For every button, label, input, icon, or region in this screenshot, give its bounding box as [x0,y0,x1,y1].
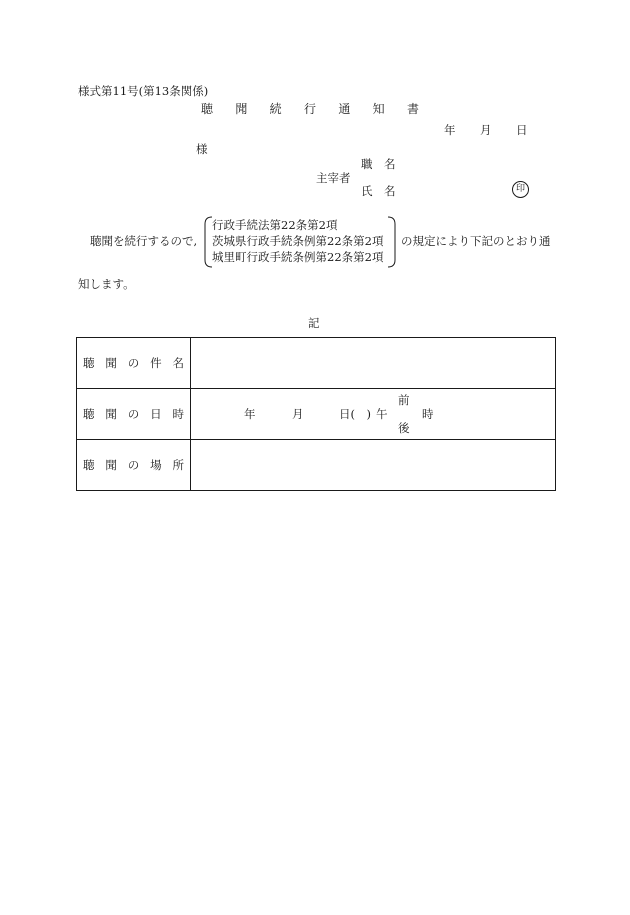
label-char: 名 [172,356,184,370]
addressee-suffix: 様 [196,142,208,156]
body-tail-line1: の規定により下記のとおり通 [401,234,551,248]
date-day: 日 [516,123,528,137]
row-label [77,440,191,491]
title-char: 聞 [235,102,248,116]
label-char: 時 [172,407,184,421]
row-label [77,389,191,440]
title-char: 通 [338,102,351,116]
organizer-role: 主宰者 [316,171,351,185]
dt-month: 月 [292,407,304,421]
title-char: 聴 [201,102,214,116]
subject-value-cell[interactable] [191,338,556,389]
ki-heading: 記 [308,316,320,330]
title-char: 続 [269,102,282,116]
dt-hour: 時 [422,407,434,421]
law-item: 茨城県行政手続条例第22条第2項 [212,234,384,248]
law-item: 行政手続法第22条第2項 [212,218,338,232]
date-month: 月 [480,123,492,137]
label-char: 所 [172,458,184,472]
form-number: 様式第11号(第13条関係) [78,84,209,98]
title-char: 知 [372,102,385,116]
body-lead: 聴聞を続行するので, [90,234,198,248]
label-char: 聞 [105,458,117,472]
dt-noon: 午 [376,407,388,421]
label-char: 件 [150,356,162,370]
row-label [77,338,191,389]
label-char: 場 [150,458,162,472]
detail-table [76,337,556,491]
location-value-cell[interactable] [191,440,556,491]
label-char: 聴 [83,407,95,421]
dt-year: 年 [244,407,256,421]
label-char: の [127,356,140,370]
datetime-value-cell[interactable] [191,389,556,440]
body-tail-line2: 知します。 [78,277,135,291]
label-char: 聴 [83,356,95,370]
date-year: 年 [444,123,456,137]
title-char: 書 [406,102,419,116]
table-row [77,338,556,389]
right-brace [387,216,397,268]
seal-mark: 印 [512,181,529,198]
label-char: の [127,407,140,421]
dt-day-paren: 日( ) [339,407,371,421]
label-char: 日 [150,407,162,421]
dt-am: 前 [398,393,410,407]
label-char: 聞 [105,356,117,370]
label-char: 聴 [83,458,95,472]
law-item: 城里町行政手続条例第22条第2項 [212,250,384,264]
label-char: 聞 [105,407,117,421]
table-row [77,440,556,491]
dt-pm: 後 [398,421,410,435]
label-char: の [127,458,140,472]
document-title [201,102,419,116]
name-label: 氏 名 [361,184,396,198]
title-char: 行 [303,102,316,116]
position-label: 職 名 [361,157,396,171]
table-row [77,389,556,440]
